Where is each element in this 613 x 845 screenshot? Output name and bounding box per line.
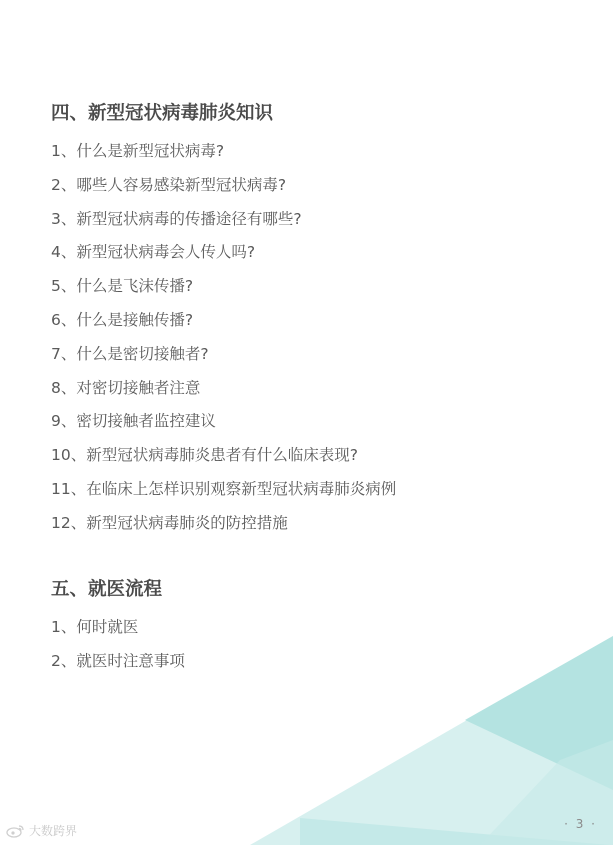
topic-list <box>51 141 396 547</box>
list-item: 4、新型冠状病毒会人传人吗? <box>51 243 256 262</box>
list-item: 7、什么是密切接触者? <box>51 344 209 363</box>
list-item: 1、什么是新型冠状病毒? <box>51 142 225 160</box>
topic-list <box>51 617 185 685</box>
list-item: 8、对密切接触者注意 <box>51 378 201 397</box>
weibo-icon <box>6 824 26 838</box>
list-item: 12、新型冠状病毒肺炎的防控措施 <box>51 513 288 532</box>
section-title: 五、就医流程 <box>51 579 163 600</box>
list-item: 3、新型冠状病毒的传播途径有哪些? <box>51 209 302 228</box>
list-item: 2、哪些人容易感染新型冠状病毒? <box>51 175 287 194</box>
list-item: 10、新型冠状病毒肺炎患者有什么临床表现? <box>51 446 358 465</box>
list-item: 9、密切接触者监控建议 <box>51 412 216 431</box>
list-item: 6、什么是接触传播? <box>51 310 194 329</box>
watermark-text: 大数跨界 <box>29 824 78 838</box>
list-item: 1、何时就医 <box>51 618 139 636</box>
section-covid-knowledge <box>51 102 396 547</box>
list-item: 11、在临床上怎样识别观察新型冠状病毒肺炎病例 <box>51 479 397 498</box>
watermark <box>6 822 77 839</box>
list-item: 5、什么是飞沫传播? <box>51 277 194 296</box>
section-title: 四、新型冠状病毒肺炎知识 <box>51 103 274 124</box>
list-item: 2、就医时注意事项 <box>51 651 185 670</box>
section-medical-process <box>51 578 185 685</box>
page-number: · 3 · <box>564 817 597 831</box>
